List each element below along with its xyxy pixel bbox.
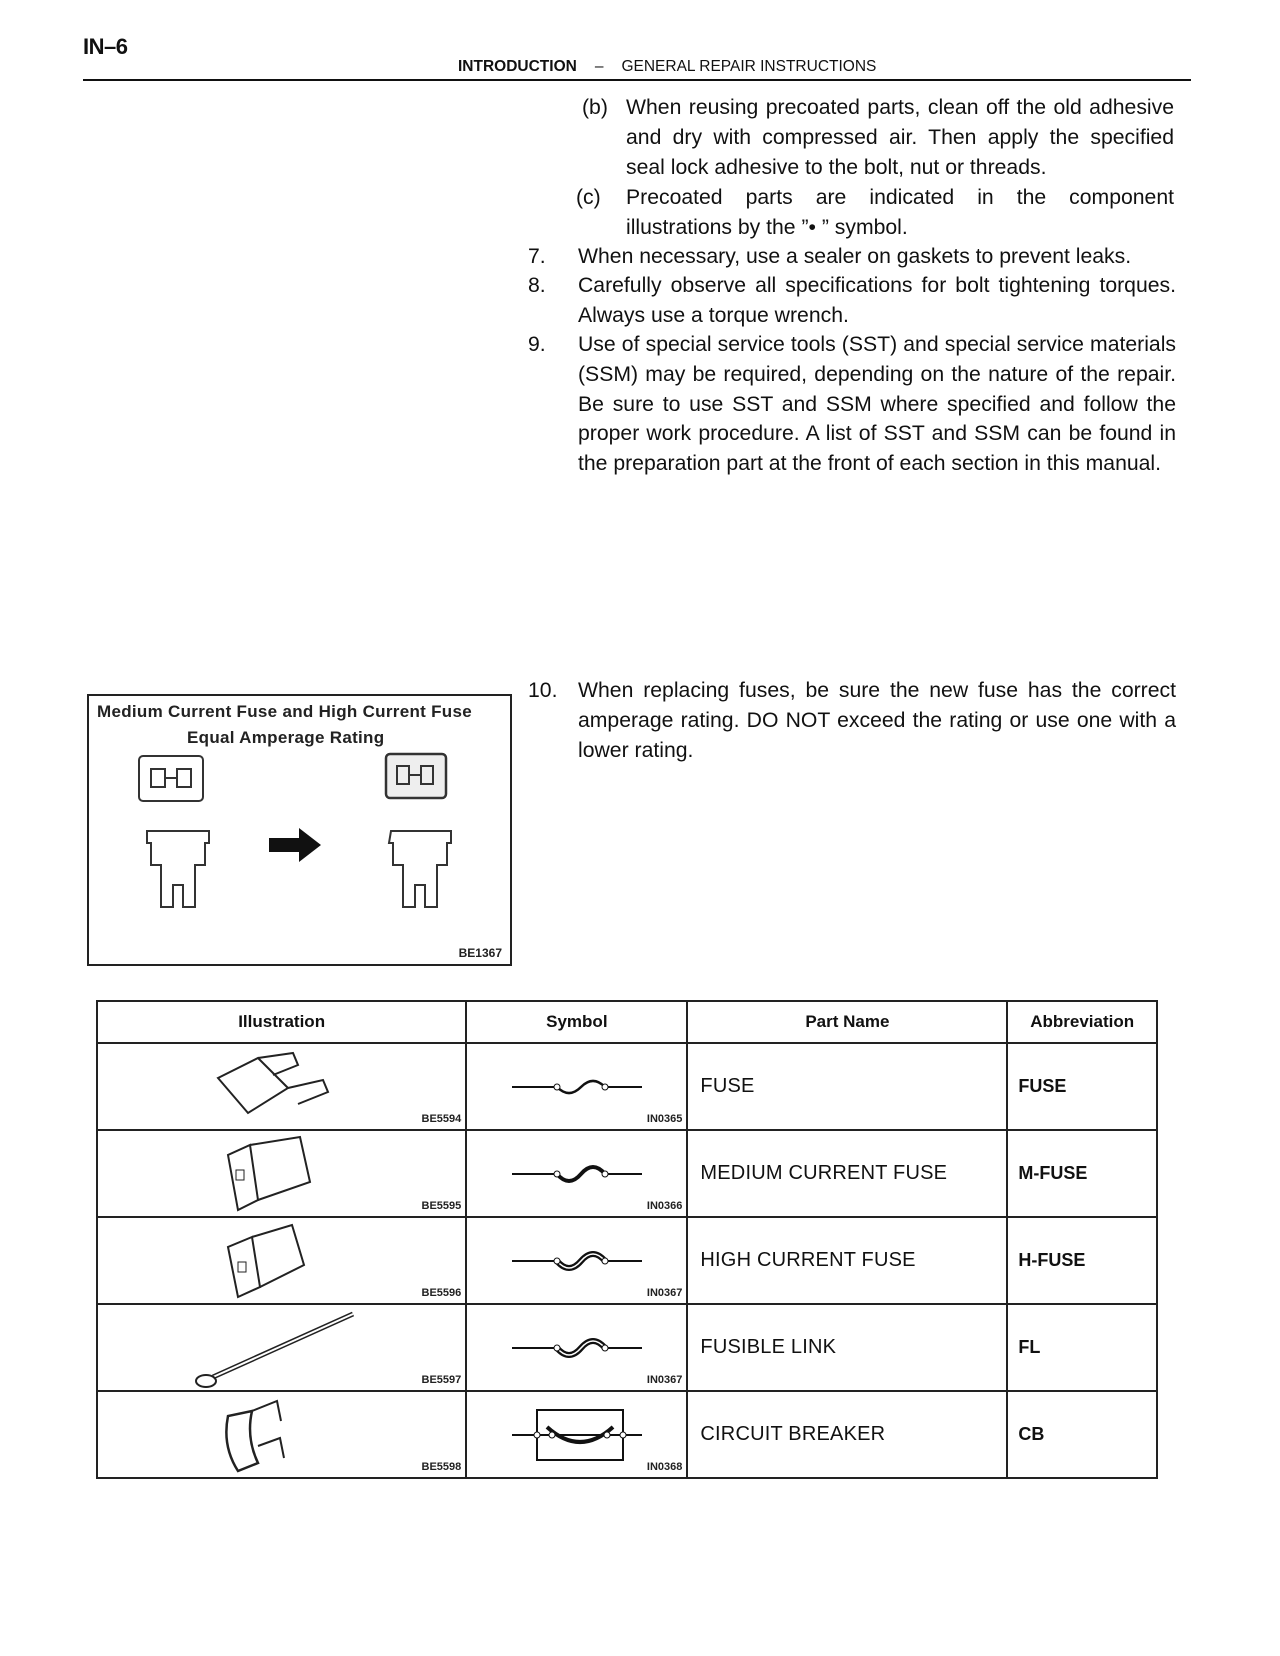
- item-b-marker: (b): [582, 96, 608, 119]
- item-8-marker: 8.: [528, 274, 546, 297]
- item-c-marker: (c): [576, 186, 601, 209]
- illustration-code: BE5596: [421, 1287, 462, 1299]
- symbol-code: IN0367: [646, 1374, 683, 1386]
- table-row: [97, 1391, 1157, 1478]
- illustration-cell: [97, 1304, 466, 1391]
- table-header-row: [97, 1001, 1157, 1043]
- fuse-replacement-icon: [89, 696, 510, 964]
- table-row: [97, 1130, 1157, 1217]
- high-fuse-symbol-icon: [512, 1246, 642, 1276]
- symbol-cell: [466, 1391, 687, 1478]
- item-7-marker: 7.: [528, 245, 546, 268]
- symbol-code: IN0368: [646, 1461, 683, 1473]
- abbreviation: CB: [1007, 1391, 1157, 1478]
- abbreviation: M-FUSE: [1007, 1130, 1157, 1217]
- page-number: IN–6: [83, 34, 128, 59]
- circuit-breaker-symbol-icon: [512, 1405, 642, 1465]
- table-row: [97, 1217, 1157, 1304]
- part-name: MEDIUM CURRENT FUSE: [687, 1130, 1007, 1217]
- circuit-breaker-icon: [208, 1396, 348, 1476]
- illustration-code: BE5594: [421, 1113, 462, 1125]
- symbol-code: IN0366: [646, 1200, 683, 1212]
- abbreviation: FL: [1007, 1304, 1157, 1391]
- abbreviation: H-FUSE: [1007, 1217, 1157, 1304]
- figure-title-line1: Medium Current Fuse and High Current Fuse: [97, 702, 472, 721]
- part-name: FUSIBLE LINK: [687, 1304, 1007, 1391]
- subsection-title: GENERAL REPAIR INSTRUCTIONS: [621, 58, 877, 75]
- item-c-text: Precoated parts are indicated in the component illustrations by the ”• ” symbol.: [626, 186, 1174, 239]
- symbol-cell: [466, 1217, 687, 1304]
- blade-fuse-icon: [208, 1048, 348, 1126]
- symbol-code: IN0367: [646, 1287, 683, 1299]
- figure-code: BE1367: [458, 946, 502, 960]
- item-10-marker: 10.: [528, 679, 558, 702]
- part-name: FUSE: [687, 1043, 1007, 1130]
- medium-fuse-symbol-icon: [512, 1159, 642, 1189]
- symbol-code: IN0365: [646, 1113, 683, 1125]
- section-title: INTRODUCTION: [458, 58, 577, 75]
- running-header: [458, 58, 876, 76]
- header-illustration: Illustration: [97, 1001, 466, 1043]
- header-symbol: Symbol: [466, 1001, 687, 1043]
- abbreviation: FUSE: [1007, 1043, 1157, 1130]
- medium-current-fuse-icon: [208, 1135, 348, 1213]
- high-current-fuse-icon: [208, 1222, 348, 1300]
- item-b-text: When reusing precoated parts, clean off the old adhesive and dry with compressed air. Then apply the specified seal lock adhesive to the bolt, nut or threads.: [626, 96, 1174, 179]
- header-separator: –: [594, 58, 604, 75]
- fusible-link-symbol-icon: [512, 1333, 642, 1363]
- header-abbreviation: Abbreviation: [1007, 1001, 1157, 1043]
- fuse-rating-figure: [87, 694, 512, 966]
- illustration-cell: [97, 1391, 466, 1478]
- illustration-cell: [97, 1130, 466, 1217]
- part-name: CIRCUIT BREAKER: [687, 1391, 1007, 1478]
- symbol-cell: [466, 1130, 687, 1217]
- item-8-text: Carefully observe all specifications for bolt tightening torques. Always use a torque wrench.: [578, 274, 1176, 327]
- illustration-cell: [97, 1217, 466, 1304]
- figure-title-line2: Equal Amperage Rating: [187, 728, 385, 747]
- illustration-code: BE5598: [421, 1461, 462, 1473]
- item-9-text: Use of special service tools (SST) and special service materials (SSM) may be required, depending on the nature of the repair. Be sure to use SST and SSM where specified and follow the proper work procedure. A list of SST and SSM can be found in the preparation part at the front of each section in this manual.: [578, 333, 1176, 476]
- fuse-symbol-icon: [512, 1072, 642, 1102]
- fuse-parts-table: [96, 1000, 1158, 1479]
- illustration-code: BE5595: [421, 1200, 462, 1212]
- illustration-code: BE5597: [421, 1374, 462, 1386]
- table-row: [97, 1304, 1157, 1391]
- item-7-text: When necessary, use a sealer on gaskets to prevent leaks.: [578, 245, 1132, 268]
- header-part-name: Part Name: [687, 1001, 1007, 1043]
- symbol-cell: [466, 1304, 687, 1391]
- header-rule: [83, 79, 1191, 81]
- illustration-cell: [97, 1043, 466, 1130]
- part-name: HIGH CURRENT FUSE: [687, 1217, 1007, 1304]
- table-row: [97, 1043, 1157, 1130]
- symbol-cell: [466, 1043, 687, 1130]
- item-9-marker: 9.: [528, 333, 546, 356]
- fusible-link-icon: [188, 1309, 368, 1389]
- item-10-text: When replacing fuses, be sure the new fuse has the correct amperage rating. DO NOT exceed the rating or use one with a lower rating.: [578, 679, 1176, 762]
